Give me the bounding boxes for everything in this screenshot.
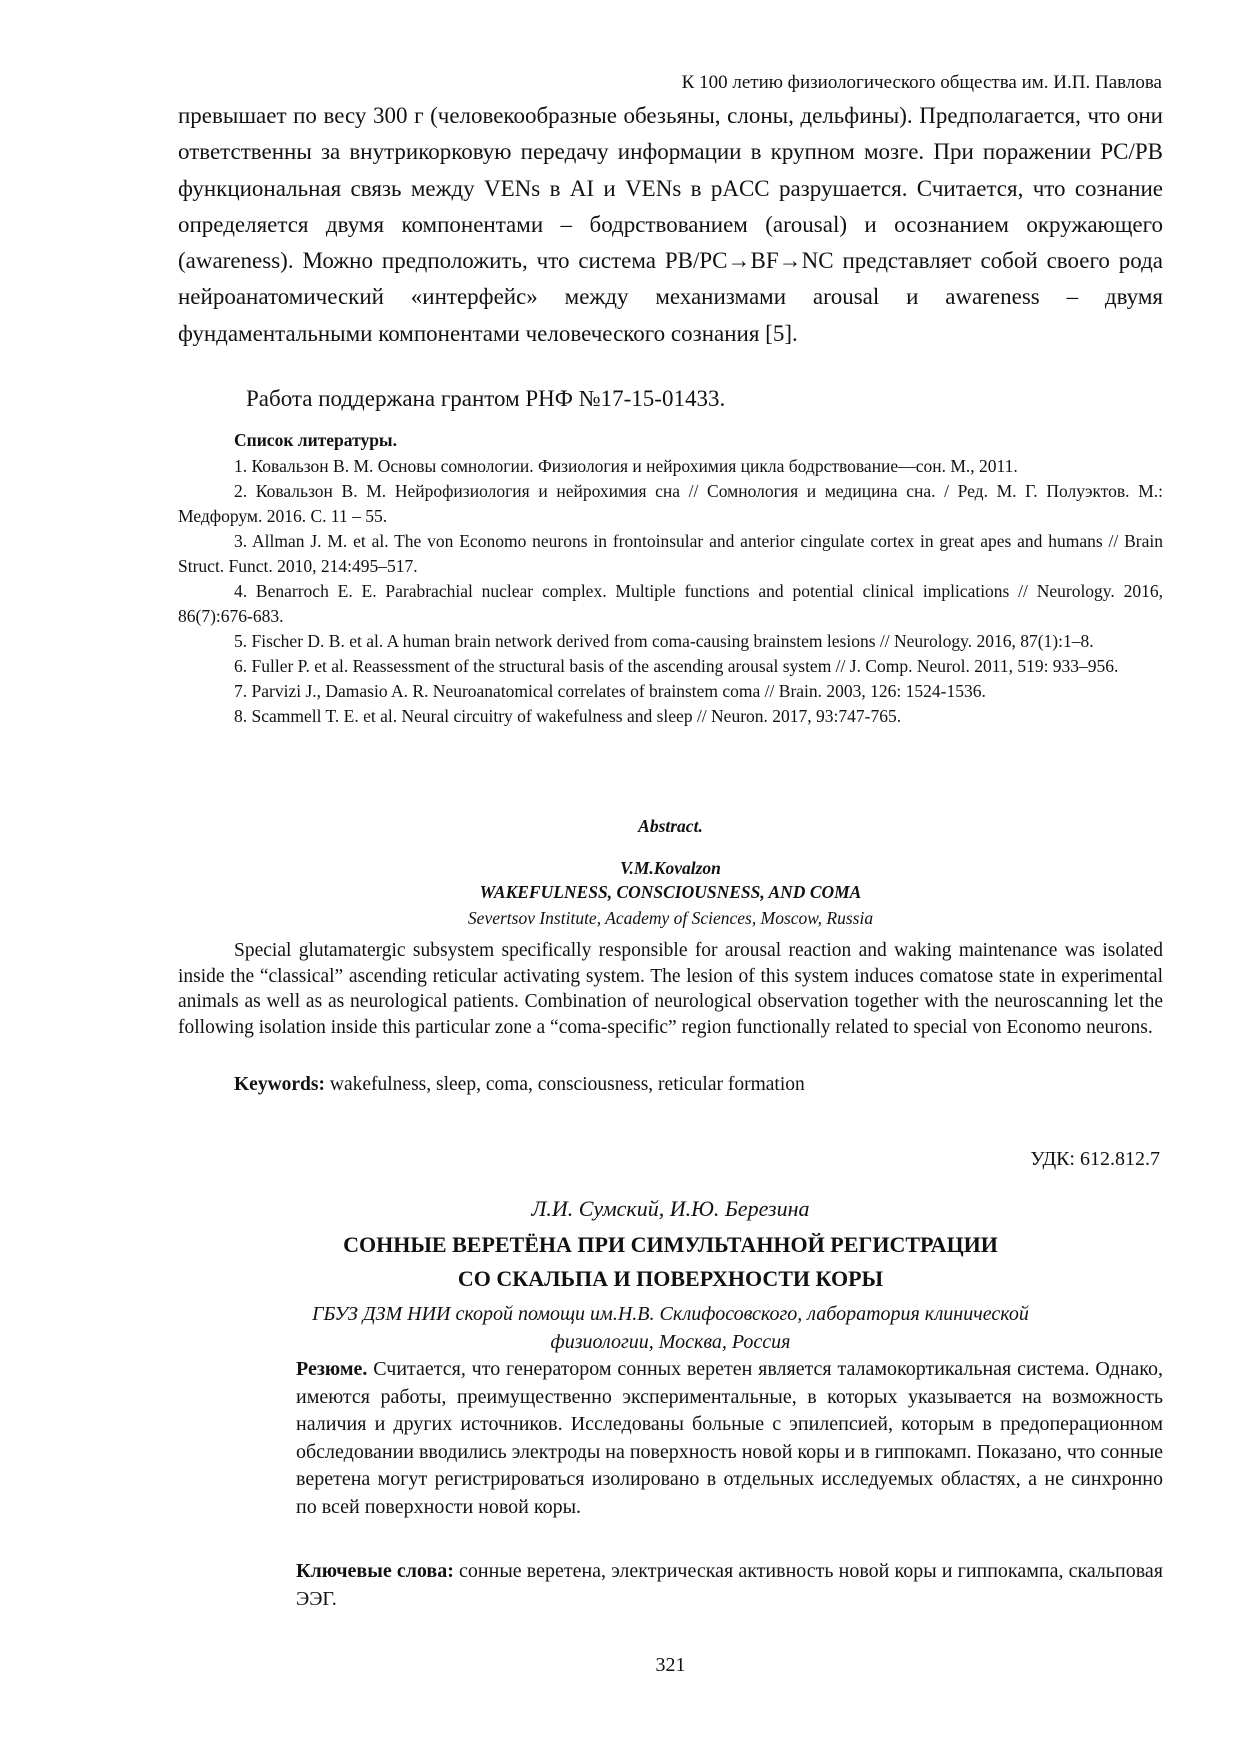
summary-text: Считается, что генератором сонных веретен является таламокортикальная система. Однако, имеются работы, преимущественно экспериментальные, в которых указывается на возможность наличия и других источников. Исследованы больные с эпилепсией, которым в предоперационном обследовании вводились электроды на поверхность новой коры и в гиппокамп. Показано, что сонные веретена могут регистрироваться изолировано в отдельных исследуемых областях, а не синхронно по всей поверхности новой коры. <box>296 1358 1164 1518</box>
affiliation-line: физиологии, Москва, Россия <box>550 1331 791 1353</box>
keywords-label: Keywords: <box>234 1074 325 1095</box>
abstract-title: WAKEFULNESS, CONSCIOUSNESS, AND COMA <box>479 882 862 902</box>
page-number: 321 <box>655 1654 686 1676</box>
title-line: СОННЫЕ ВЕРЕТЁНА ПРИ СИМУЛЬТАННОЙ РЕГИСТРАЦИИ <box>343 1232 998 1257</box>
keywords-text: сонные веретена, электрическая активность новой коры и гиппокампа, скальповая ЭЭГ. <box>296 1560 1163 1610</box>
abstract-text: Special glutamatergic subsystem specifically responsible for arousal reaction and waking maintenance was isolated inside the “classical” ascending reticular activating system. The lesion of this system induces comatose state in experimental animals as well as as neurological patients. Combination of neurological observation together with the neuroscanning let the following isolation inside this particular zone a “coma-specific” region functionally related to special von Economo neurons. <box>178 940 1163 1038</box>
keywords-label: Ключевые слова: <box>296 1560 454 1582</box>
summary-label: Резюме. <box>296 1358 368 1380</box>
udk-code: УДК: 612.812.7 <box>1030 1148 1160 1170</box>
article-summary <box>296 1356 1163 1522</box>
references-heading: Список литературы. <box>234 430 397 450</box>
reference-item: 5. Fischer D. B. et al. A human brain network derived from coma-causing brainstem lesions // Neurology. 2016, 87(1):1–8. <box>234 631 1094 651</box>
article-keywords <box>296 1558 1163 1613</box>
article-authors: Л.И. Сумский, И.Ю. Березина <box>531 1196 810 1221</box>
reference-item: 4. Benarroch E. E. Parabrachial nuclear complex. Multiple functions and potential clinical implications // Neurology. 2016, 86(7):676-683. <box>178 581 1163 626</box>
abstract-heading: Abstract. <box>638 816 703 836</box>
article-affiliation <box>178 1300 1163 1356</box>
abstract-author-title <box>178 856 1163 904</box>
grant-acknowledgement: Работа поддержана грантом РНФ №17-15-01433. <box>246 386 726 411</box>
abstract-author: V.M.Kovalzon <box>620 858 721 878</box>
affiliation-line: ГБУЗ ДЗМ НИИ скорой помощи им.Н.В. Склифосовского, лаборатория клинической <box>312 1303 1029 1325</box>
abstract-keywords <box>178 1074 1163 1096</box>
reference-list <box>178 428 1163 729</box>
reference-item: 8. Scammell T. E. et al. Neural circuitry of wakefulness and sleep // Neuron. 2017, 93:747-765. <box>234 706 902 726</box>
abstract-institution: Severtsov Institute, Academy of Sciences, Moscow, Russia <box>467 908 874 928</box>
reference-item: 1. Ковальзон В. М. Основы сомнологии. Физиология и нейрохимия цикла бодрствование—сон. М., 2011. <box>234 456 1018 476</box>
running-header: К 100 летию физиологического общества им. И.П. Павлова <box>681 72 1162 93</box>
reference-item: 7. Parvizi J., Damasio A. R. Neuroanatomical correlates of brainstem coma // Brain. 2003, 126: 1524-1536. <box>234 681 986 701</box>
keywords-text: wakefulness, sleep, coma, consciousness, reticular formation <box>325 1074 805 1095</box>
title-line: СО СКАЛЬПА И ПОВЕРХНОСТИ КОРЫ <box>457 1266 884 1291</box>
body-paragraph: превышает по весу 300 г (человекообразные обезьяны, слоны, дельфины). Предполагается, что они ответственны за внутрикорковую передачу информации в крупном мозге. При поражении PC/PB функциональная связь между VENs в AI и VENs в pACC разрушается. Считается, что сознание определяется двумя компонентами – бодрствованием (arousal) и осознанием окружающего (awareness). Можно предположить, что система PB/PC→BF→NC представляет собой своего рода нейроанатомический «интерфейс» между механизмами arousal и awareness – двумя фундаментальными компонентами человеческого сознания [5]. <box>178 103 1163 346</box>
reference-item: 6. Fuller P. et al. Reassessment of the structural basis of the ascending arousal system // J. Comp. Neurol. 2011, 519: 933–956. <box>234 656 1119 676</box>
reference-item: 2. Ковальзон В. М. Нейрофизиология и нейрохимия сна // Сомнология и медицина сна. / Ред. М. Г. Полуэктов. М.: Медфорум. 2016. С. 11 – 55. <box>178 481 1163 526</box>
reference-item: 3. Allman J. M. et al. The von Economo neurons in frontoinsular and anterior cingulate cortex in great apes and humans // Brain Struct. Funct. 2010, 214:495–517. <box>178 531 1163 576</box>
article-title <box>178 1228 1163 1296</box>
